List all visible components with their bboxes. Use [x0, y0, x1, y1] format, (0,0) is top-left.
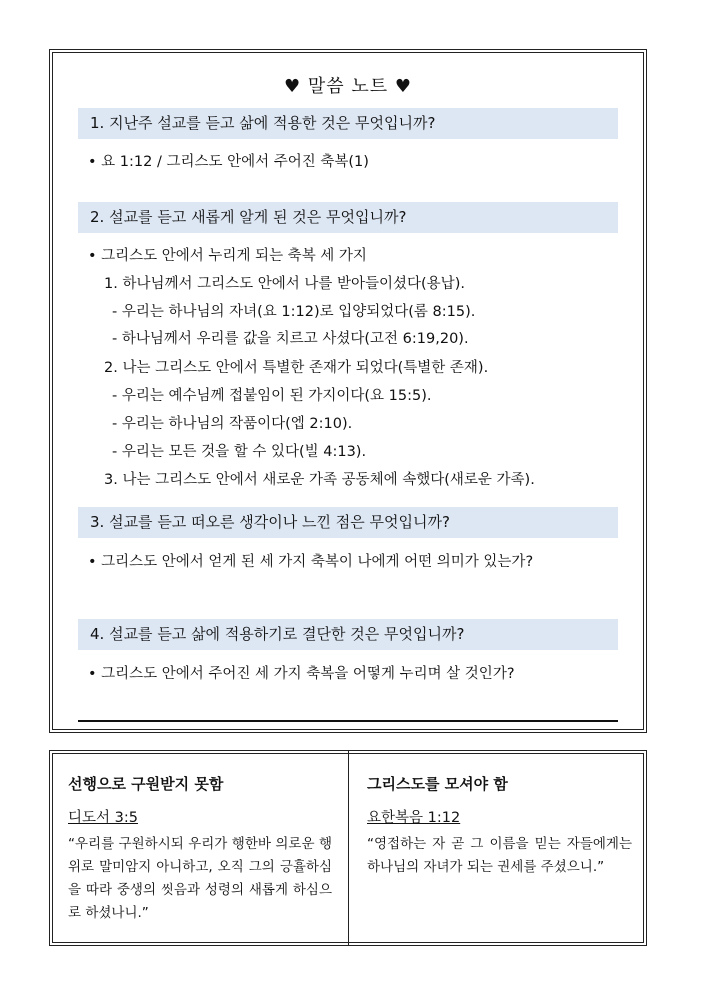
verse-box: [49, 750, 647, 946]
sermon-note-box: [49, 49, 647, 733]
bottom-rule: [78, 720, 618, 722]
answer-2-point: 2. 나는 그리스도 안에서 특별한 존재가 되었다(특별한 존재).: [104, 360, 489, 376]
note-title: ♥ 말씀 노트 ♥: [284, 76, 412, 97]
verse-reference: 요한복음 1:12: [367, 810, 461, 826]
question-3-bar: 3. 설교를 듣고 떠오른 생각이나 느낀 점은 무엇입니까?: [78, 507, 618, 538]
answer-2-subpoint: - 우리는 모든 것을 할 수 있다(빌 4:13).: [112, 444, 367, 460]
answer-2-subpoint: - 우리는 하나님의 자녀(요 1:12)로 입양되었다(롬 8:15).: [112, 304, 476, 320]
answer-2-subpoint: - 우리는 예수님께 접붙임이 된 가지이다(요 15:5).: [112, 388, 432, 404]
verse-title: 선행으로 구원받지 못함: [68, 775, 224, 793]
answer-2-point: 1. 하나님께서 그리스도 안에서 나를 받아들이셨다(용납).: [104, 276, 465, 292]
answer-2-point: 3. 나는 그리스도 안에서 새로운 가족 공동체에 속했다(새로운 가족).: [104, 472, 535, 488]
answer-4: • 그리스도 안에서 주어진 세 가지 축복을 어떻게 누리며 살 것인가?: [88, 666, 515, 682]
verse-text: “영접하는 자 곧 그 이름을 믿는 자들에게는 하나님의 자녀가 되는 권세를 주셨으니.”: [367, 836, 632, 875]
verse-card-left: [50, 751, 349, 945]
verse-title: 그리스도를 모셔야 함: [367, 775, 508, 793]
answer-2-heading: • 그리스도 안에서 누리게 되는 축복 세 가지: [88, 248, 367, 264]
answer-1: • 요 1:12 / 그리스도 안에서 주어진 축복(1): [88, 154, 369, 170]
verse-reference: 디도서 3:5: [68, 810, 138, 826]
question-4-bar: 4. 설교를 듣고 삶에 적용하기로 결단한 것은 무엇입니까?: [78, 619, 618, 650]
verse-card-right: [349, 751, 648, 945]
answer-3: • 그리스도 안에서 얻게 된 세 가지 축복이 나에게 어떤 의미가 있는가?: [88, 554, 534, 570]
question-1-bar: 1. 지난주 설교를 듣고 삶에 적용한 것은 무엇입니까?: [78, 108, 618, 139]
verse-text: “우리를 구원하시되 우리가 행한바 의로운 행위로 말미암지 아니하고, 오직 그의 긍휼하심을 따라 중생의 씻음과 성령의 새롭게 하심으로 하셨나니.”: [68, 836, 332, 921]
answer-2-subpoint: - 하나님께서 우리를 값을 치르고 사셨다(고전 6:19,20).: [112, 331, 469, 347]
answer-2-subpoint: - 우리는 하나님의 작품이다(엡 2:10).: [112, 416, 353, 432]
question-2-bar: 2. 설교를 듣고 새롭게 알게 된 것은 무엇입니까?: [78, 202, 618, 233]
